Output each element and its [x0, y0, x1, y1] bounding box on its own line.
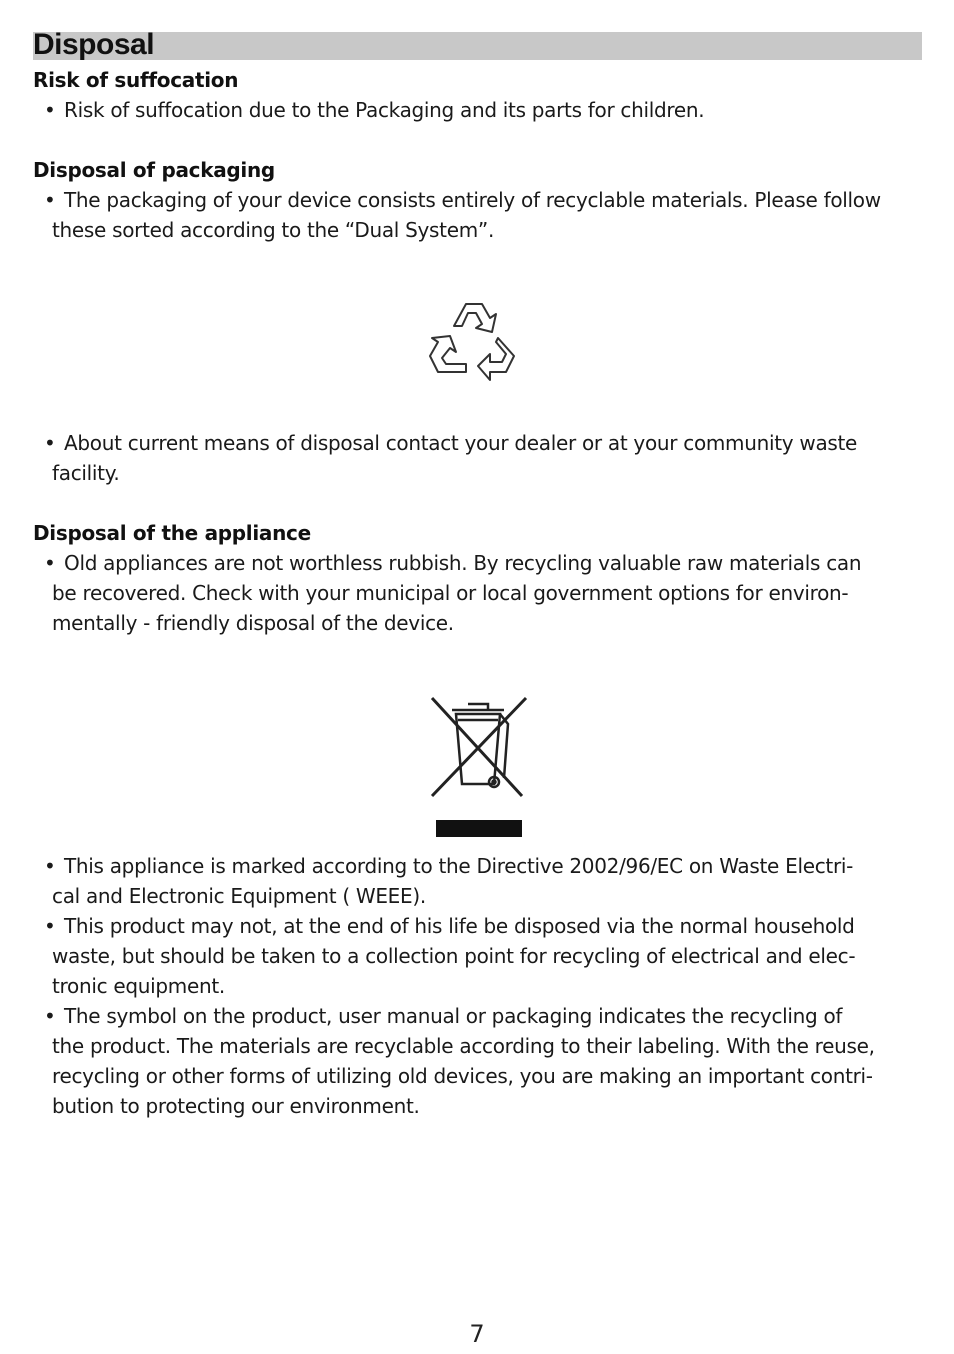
page-title: Disposal: [33, 28, 155, 61]
title-bar: [33, 28, 922, 61]
bullet-old-appliances: • Old appliances are not worthless rubbish. By recycling valuable raw materials can be recovered. Check with your municipal or local government options for environ- mentally - friendly disposal of the device.: [44, 548, 924, 638]
bullet-suffocation: • Risk of suffocation due to the Packaging and its parts for children.: [44, 95, 924, 125]
heading-risk-of-suffocation: Risk of suffocation: [33, 68, 239, 92]
bullet-dot: •: [44, 188, 56, 212]
bullet-disposal-contact: • About current means of disposal contact your dealer or at your community waste facility.: [44, 428, 924, 488]
heading-disposal-of-appliance: Disposal of the appliance: [33, 521, 311, 545]
bullet-packaging-materials: • The packaging of your device consists entirely of recyclable materials. Please follow these sorted according to the “Dual System”.: [44, 185, 924, 245]
bullet-dot: •: [44, 98, 56, 122]
bullet-weee-directive: • This appliance is marked according to the Directive 2002/96/EC on Waste Electri- cal and Electronic Equipment ( WEEE).: [44, 851, 924, 911]
bullet-collection-point: • This product may not, at the end of his life be disposed via the normal household waste, but should be taken to a collection point for recycling of electrical and elec- tronic equipment.: [44, 911, 924, 1001]
bullet-dot: •: [44, 1004, 56, 1028]
bullet-dot: •: [44, 914, 56, 938]
page-number: 7: [469, 1320, 485, 1348]
bullet-dot: •: [44, 551, 56, 575]
bullet-symbol-meaning: • The symbol on the product, user manual or packaging indicates the recycling of the product. The materials are recyclable according to their labeling. With the reuse, recycling or other forms of utilizing old devices, you are making an important contri- bution to protecting our environment.: [44, 1001, 924, 1121]
heading-disposal-of-packaging: Disposal of packaging: [33, 158, 275, 182]
bullet-dot: •: [44, 854, 56, 878]
crossed-out-wheelie-bin-icon: [428, 696, 528, 840]
recycling-symbol-icon: [424, 296, 520, 388]
bullet-dot: •: [44, 431, 56, 455]
